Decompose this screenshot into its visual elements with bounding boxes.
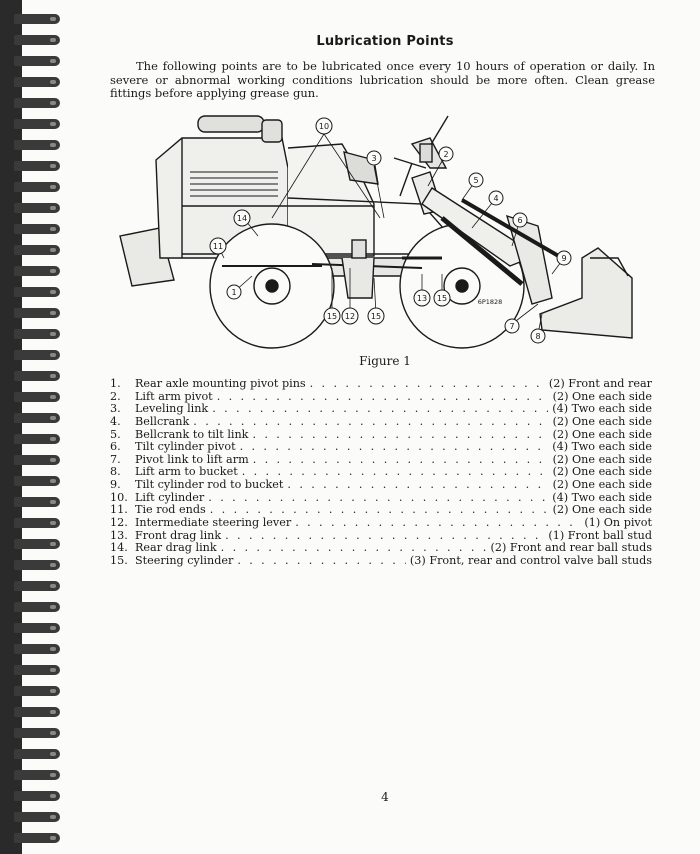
callout-10 bbox=[316, 118, 332, 134]
item-label: Rear axle mounting pivot pins bbox=[135, 377, 306, 390]
item-label: Bellcrank to tilt link bbox=[135, 427, 249, 441]
dot-leader bbox=[242, 466, 549, 479]
binding-coil bbox=[14, 329, 60, 339]
item-quantity: (1) On pivot bbox=[584, 516, 652, 530]
item-number: 14. bbox=[110, 541, 128, 555]
item-quantity: (3) Front, rear and control valve ball studs bbox=[409, 553, 652, 567]
item-quantity: (4) Two each side bbox=[552, 402, 652, 416]
item-number: 6. bbox=[110, 440, 121, 454]
binding-coil bbox=[14, 497, 60, 507]
item-quantity: (2) One each side bbox=[552, 427, 652, 441]
item-quantity: (2) One each side bbox=[552, 414, 652, 428]
callout-3 bbox=[367, 151, 381, 165]
item-number: 11. bbox=[110, 503, 128, 517]
callout-15a bbox=[324, 308, 340, 324]
binding-coil bbox=[14, 770, 60, 780]
figure-code: 6P1828 bbox=[477, 298, 503, 306]
binding-coil bbox=[14, 182, 60, 192]
binding-coil bbox=[14, 623, 60, 633]
binding-coil bbox=[14, 686, 60, 696]
binding-coil bbox=[14, 161, 60, 171]
svg-text:11: 11 bbox=[212, 242, 224, 251]
binding-coil bbox=[14, 665, 60, 675]
svg-text:2: 2 bbox=[443, 150, 449, 159]
item-label: Lift arm pivot bbox=[135, 389, 213, 403]
item-number: 5. bbox=[110, 427, 121, 441]
callout-6 bbox=[513, 213, 527, 227]
item-label: Lift arm to bucket bbox=[135, 465, 238, 479]
intro-text: The following points are to be lubricated once every 10 hours of operation or daily. In severe or abnormal working conditions lubrication should be more often. Clean grease fittings before applying grease gun. bbox=[110, 59, 655, 100]
dot-leader bbox=[295, 517, 580, 530]
intro-paragraph bbox=[110, 60, 655, 101]
loader-drawing bbox=[112, 108, 657, 353]
item-quantity: (2) One each side bbox=[552, 389, 652, 403]
binding-coil bbox=[14, 287, 60, 297]
binding-coil bbox=[14, 812, 60, 822]
item-quantity: (2) One each side bbox=[552, 452, 652, 466]
item-quantity: (2) One each side bbox=[552, 503, 652, 517]
item-label: Leveling link bbox=[135, 402, 209, 416]
svg-text:15: 15 bbox=[370, 312, 382, 321]
binding-coil bbox=[14, 602, 60, 612]
item-quantity: (2) One each side bbox=[552, 478, 652, 492]
item-quantity: (4) Two each side bbox=[552, 440, 652, 454]
binding-coil bbox=[14, 749, 60, 759]
binding-coil bbox=[14, 140, 60, 150]
dot-leader bbox=[240, 441, 549, 454]
item-label: Tilt cylinder rod to bucket bbox=[135, 478, 284, 492]
dot-leader bbox=[287, 479, 548, 492]
svg-text:7: 7 bbox=[509, 322, 515, 331]
item-number: 13. bbox=[110, 528, 128, 542]
binding-coil bbox=[14, 476, 60, 486]
dot-leader bbox=[208, 492, 548, 505]
binding-coil bbox=[14, 791, 60, 801]
item-quantity: (2) Front and rear ball studs bbox=[490, 541, 652, 555]
binding-coil bbox=[14, 14, 60, 24]
binding-coil bbox=[14, 434, 60, 444]
binding-coil bbox=[14, 728, 60, 738]
page-number: 4 bbox=[381, 790, 389, 804]
binding-coil bbox=[14, 560, 60, 570]
svg-text:13: 13 bbox=[416, 294, 428, 303]
binding-coil bbox=[14, 833, 60, 843]
callout-1 bbox=[227, 285, 241, 299]
item-label: Front drag link bbox=[135, 528, 222, 542]
dot-leader bbox=[217, 391, 549, 404]
figure-caption: Figure 1 bbox=[359, 354, 411, 368]
list-item bbox=[110, 441, 652, 454]
spiral-binding bbox=[0, 0, 60, 854]
binding-coil bbox=[14, 518, 60, 528]
binding-coil bbox=[14, 119, 60, 129]
dot-leader bbox=[212, 403, 548, 416]
binding-coil bbox=[14, 707, 60, 717]
loader-illustration bbox=[112, 108, 657, 353]
svg-text:1: 1 bbox=[231, 288, 237, 297]
callout-7 bbox=[505, 319, 519, 333]
item-number: 15. bbox=[110, 553, 128, 567]
callout-11 bbox=[210, 238, 226, 254]
item-quantity: (2) One each side bbox=[552, 465, 652, 479]
callout-15b bbox=[368, 308, 384, 324]
binding-coil bbox=[14, 350, 60, 360]
list-item bbox=[110, 378, 652, 391]
dot-leader bbox=[193, 416, 548, 429]
callout-12 bbox=[342, 308, 358, 324]
svg-text:6: 6 bbox=[517, 216, 523, 225]
callout-8 bbox=[531, 329, 545, 343]
list-item bbox=[110, 555, 652, 568]
binding-coil bbox=[14, 413, 60, 423]
binding-coil bbox=[14, 245, 60, 255]
binding-coil bbox=[14, 98, 60, 108]
item-label: Bellcrank bbox=[135, 414, 190, 428]
item-label: Tilt cylinder pivot bbox=[135, 440, 236, 454]
list-item bbox=[110, 479, 652, 492]
item-number: 7. bbox=[110, 452, 121, 466]
svg-text:9: 9 bbox=[561, 254, 567, 263]
binding-coil bbox=[14, 203, 60, 213]
page-title: Lubrication Points bbox=[316, 34, 454, 49]
item-number: 10. bbox=[110, 490, 128, 504]
item-label: Rear drag link bbox=[135, 541, 217, 555]
svg-text:5: 5 bbox=[473, 176, 479, 185]
item-number: 4. bbox=[110, 414, 121, 428]
item-quantity: (4) Two each side bbox=[552, 490, 652, 504]
item-number: 2. bbox=[110, 389, 121, 403]
item-label: Tie rod ends bbox=[135, 503, 206, 517]
binding-coil bbox=[14, 224, 60, 234]
binding-coil bbox=[14, 35, 60, 45]
callout-13 bbox=[414, 290, 430, 306]
list-item bbox=[110, 416, 652, 429]
binding-coil bbox=[14, 371, 60, 381]
callout-2 bbox=[439, 147, 453, 161]
svg-text:12: 12 bbox=[344, 312, 356, 321]
item-number: 1. bbox=[110, 377, 121, 390]
callout-5 bbox=[469, 173, 483, 187]
svg-text:10: 10 bbox=[318, 122, 330, 131]
binding-coil bbox=[14, 539, 60, 549]
svg-text:4: 4 bbox=[493, 194, 499, 203]
dot-leader bbox=[252, 429, 548, 442]
item-number: 12. bbox=[110, 516, 128, 530]
svg-text:15: 15 bbox=[436, 294, 448, 303]
item-label: Pivot link to lift arm bbox=[135, 452, 249, 466]
dot-leader bbox=[310, 378, 545, 391]
item-number: 3. bbox=[110, 402, 121, 416]
item-quantity: (1) Front ball stud bbox=[548, 528, 652, 542]
item-number: 8. bbox=[110, 465, 121, 479]
lubrication-points-list bbox=[110, 378, 652, 568]
binding-coil bbox=[14, 308, 60, 318]
binding-coil bbox=[14, 392, 60, 402]
binding-coil bbox=[14, 56, 60, 66]
svg-text:3: 3 bbox=[371, 154, 377, 163]
dot-leader bbox=[253, 454, 549, 467]
callout-9 bbox=[557, 251, 571, 265]
svg-text:8: 8 bbox=[535, 332, 541, 341]
item-label: Steering cylinder bbox=[135, 553, 234, 567]
callout-14 bbox=[234, 210, 250, 226]
item-quantity: (2) Front and rear bbox=[548, 377, 652, 390]
binding-coil bbox=[14, 77, 60, 87]
item-label: Intermediate steering lever bbox=[135, 516, 292, 530]
binding-coil bbox=[14, 455, 60, 465]
list-item bbox=[110, 517, 652, 530]
svg-text:14: 14 bbox=[236, 214, 248, 223]
callout-4 bbox=[489, 191, 503, 205]
item-number: 9. bbox=[110, 478, 121, 492]
callout-15c bbox=[434, 290, 450, 306]
binding-coil bbox=[14, 644, 60, 654]
binding-coil bbox=[14, 266, 60, 276]
svg-text:15: 15 bbox=[326, 312, 338, 321]
binding-coil bbox=[14, 581, 60, 591]
dot-leader bbox=[237, 555, 406, 568]
item-label: Lift cylinder bbox=[135, 490, 205, 504]
